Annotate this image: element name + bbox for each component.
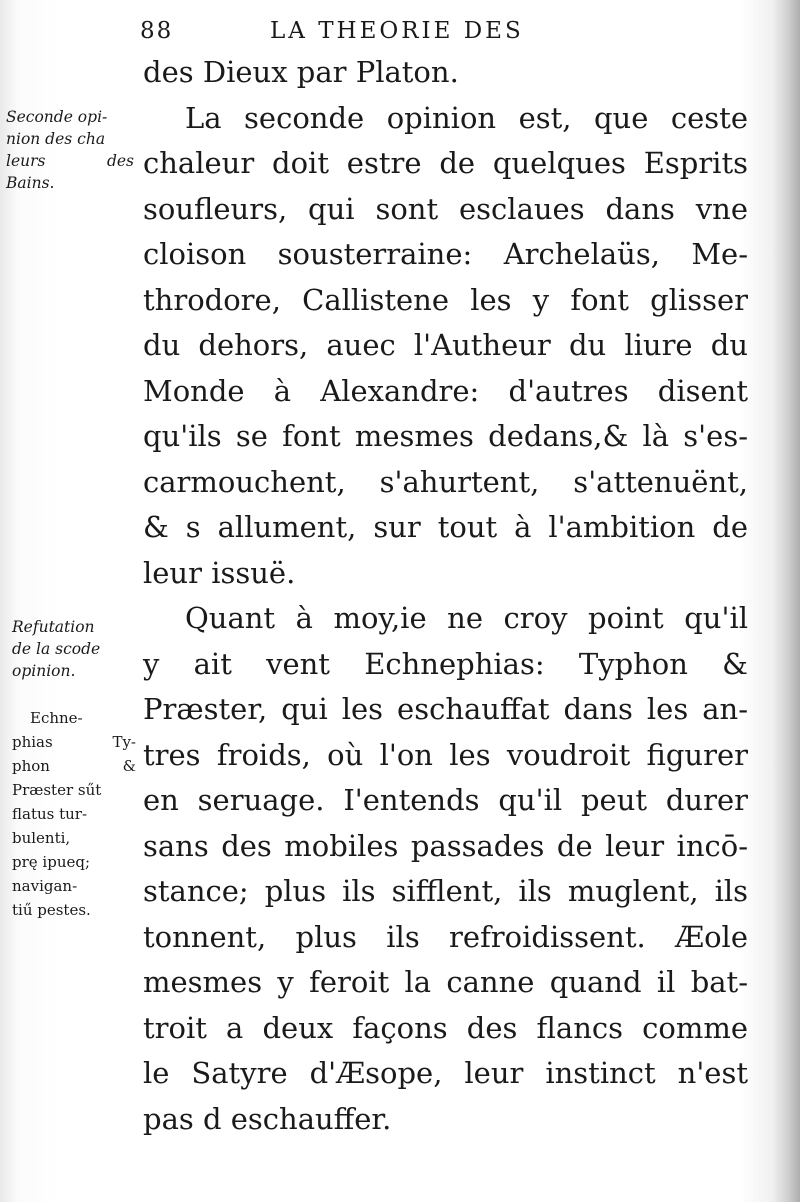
body-line: tonnent, plus ils refroidissent. Æole: [143, 919, 748, 954]
body-text: [143, 50, 748, 1142]
page-header: [140, 18, 740, 48]
margin-note-second-opinion: [6, 106, 134, 194]
margin-note-line: navigan-: [12, 877, 78, 895]
body-line: Quant à moy,ie ne croy point qu'il: [185, 601, 748, 635]
page-number: 88: [140, 18, 174, 44]
body-line: chaleur doit estre de quelques Esprits: [143, 146, 748, 180]
body-line: carmouchent, s'ahurtent, s'attenuënt,: [143, 464, 748, 499]
page-spine-shadow: [772, 0, 800, 1202]
margin-note-line: bulenti,: [12, 829, 71, 847]
body-line: sans des mobiles passades de leur incō-: [143, 828, 748, 863]
body-line: troit a deux façons des flancs comme: [143, 1010, 748, 1045]
margin-note-line: Seconde opi-: [6, 108, 108, 126]
margin-note-line: leurs des: [6, 152, 134, 170]
body-line: le Satyre d'Æsope, leur instinct n'est: [143, 1056, 748, 1090]
margin-note-line: Refutation: [12, 618, 95, 636]
body-line: pas d eschauffer.: [143, 1101, 392, 1136]
body-line: stance; plus ils sifflent, ils muglent, ils: [143, 874, 748, 908]
margin-note-line: phon &: [12, 757, 136, 775]
margin-note-line: tiű pestes.: [12, 901, 91, 919]
body-line: y ait vent Echnephias: Typhon &: [143, 646, 748, 681]
margin-note-refutation: [12, 616, 140, 682]
margin-note-line: Bains.: [6, 174, 55, 192]
margin-note-line: Præster sűt: [12, 781, 102, 799]
running-head: LA THEORIE DES: [270, 18, 524, 44]
margin-note-line: prę ipueq;: [12, 853, 91, 871]
body-line: & s allument, sur tout à l'ambition de: [143, 510, 748, 544]
margin-note-line: Echne-: [30, 709, 83, 727]
margin-note-line: nion des cha: [6, 130, 106, 148]
body-line: Præster, qui les eschauffat dans les an-: [143, 692, 748, 726]
body-line: en seruage. I'entends qu'il peut durer: [143, 783, 748, 817]
body-line: throdore, Callistene les y font glisser: [143, 282, 748, 317]
margin-note-line: phias Ty-: [12, 733, 136, 751]
body-line: leur issuë.: [143, 555, 296, 590]
margin-note-line: flatus tur-: [12, 805, 88, 823]
margin-note-line: de la scode: [12, 640, 101, 658]
body-line: cloison sousterraine: Archelaüs, Me-: [143, 237, 748, 271]
body-line: mesmes y feroit la canne quand il bat-: [143, 965, 748, 999]
body-line: soufleurs, qui sont esclaues dans vne: [143, 191, 748, 226]
margin-note-line: opinion.: [12, 662, 76, 680]
body-line: Monde à Alexandre: d'autres disent: [143, 373, 748, 408]
body-line: du dehors, auec l'Autheur du liure du: [143, 328, 748, 362]
body-line: La seconde opinion est, que ceste: [185, 100, 748, 135]
body-line: qu'ils se font mesmes dedans,& là s'es-: [143, 419, 748, 453]
body-line: des Dieux par Platon.: [143, 55, 459, 89]
margin-note-latin-quote: [12, 706, 136, 922]
body-line: tres froids, où l'on les voudroit figurer: [143, 737, 748, 772]
